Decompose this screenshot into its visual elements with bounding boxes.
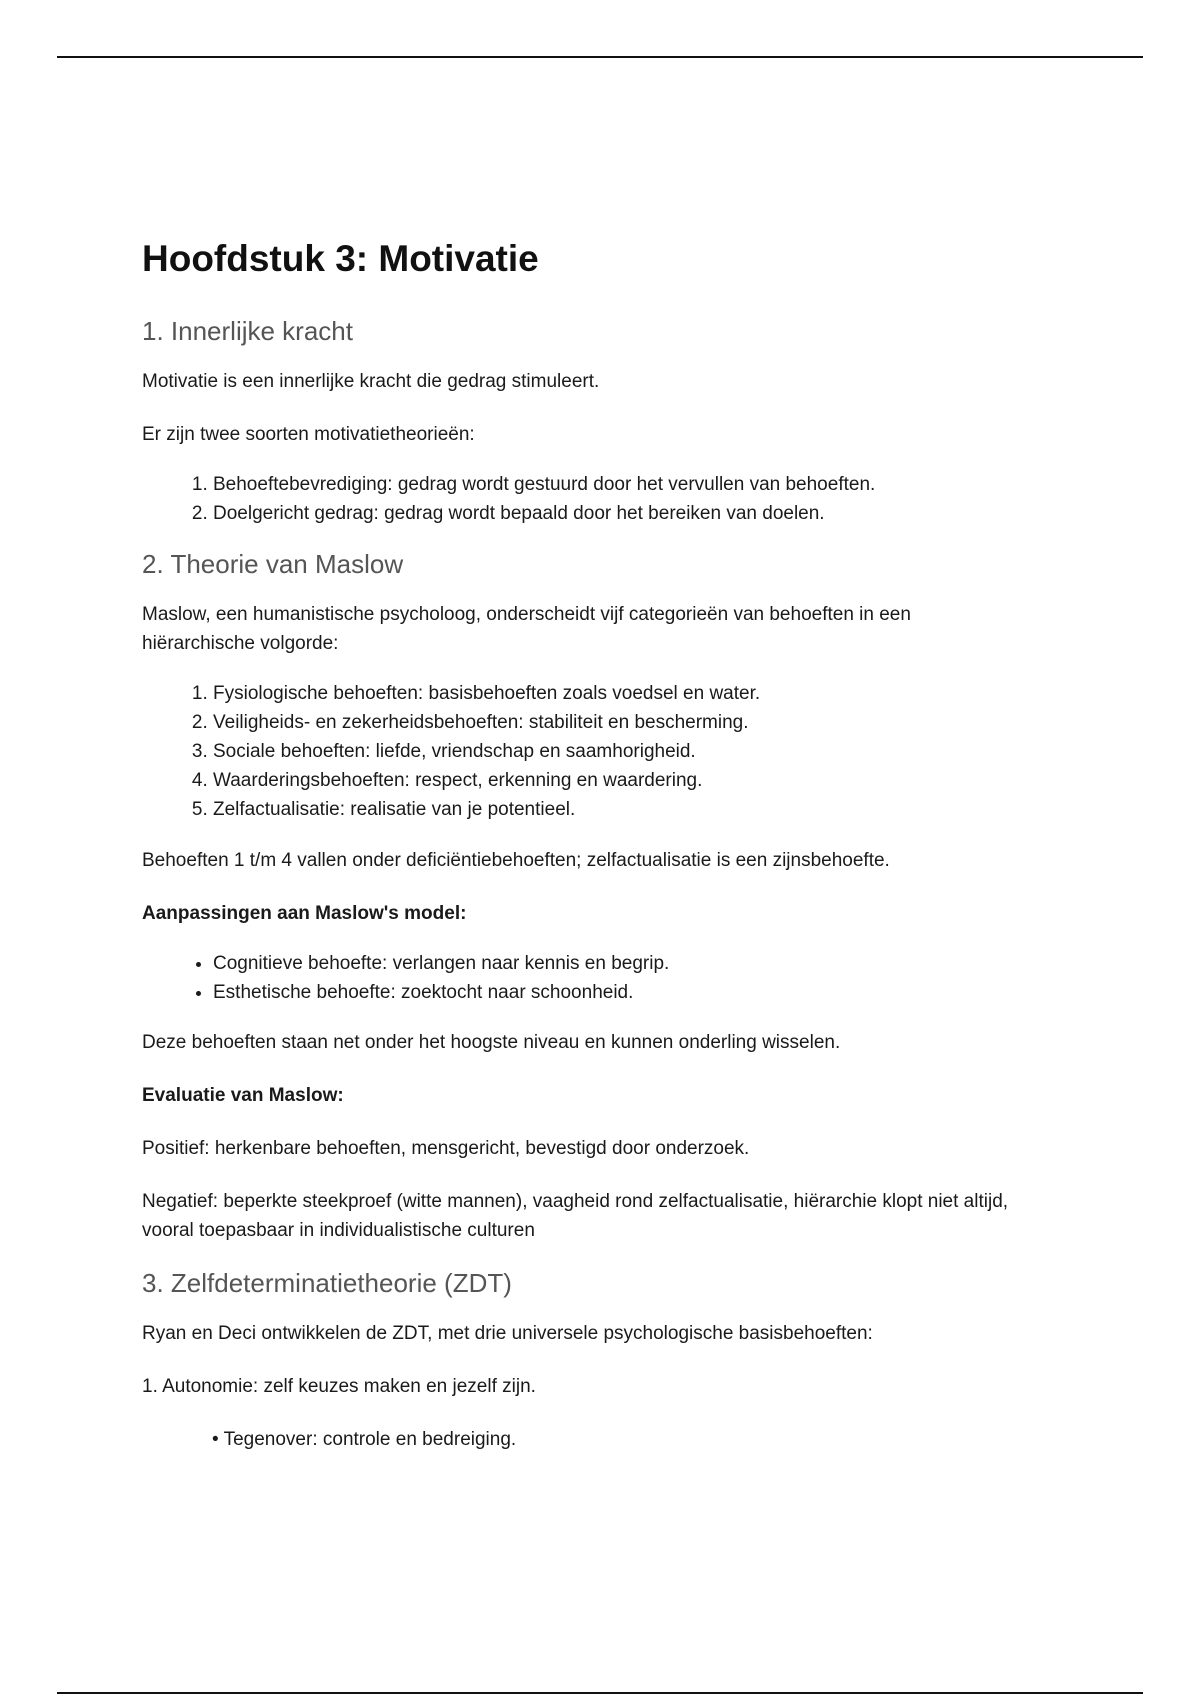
evaluation-heading: Evaluatie van Maslow: bbox=[142, 1085, 344, 1106]
list-item: 3. Sociale behoeften: liefde, vriendschap en saamhorigheid. bbox=[213, 737, 1042, 766]
document-body bbox=[142, 235, 1042, 1454]
section-1-heading: 1. Innerlijke kracht bbox=[142, 316, 353, 346]
deficiency-note: Behoeften 1 t/m 4 vallen onder deficiëntiebehoeften; zelfactualisatie is een zijnsbehoefte. bbox=[142, 850, 890, 871]
section-2-intro: Maslow, een humanistische psycholoog, onderscheidt vijf categorieën van behoeften in een hiërarchische volgorde: bbox=[142, 604, 911, 654]
list-item: 4. Waarderingsbehoeften: respect, erkenning en waardering. bbox=[213, 766, 1042, 795]
list-item: 5. Zelfactualisatie: realisatie van je potentieel. bbox=[213, 795, 1042, 824]
evaluation-negative: Negatief: beperkte steekproef (witte mannen), vaagheid rond zelfactualisatie, hiërarchie klopt niet altijd, vooral toepasbaar in individualistische culturen bbox=[142, 1191, 1009, 1241]
section-3-intro: Ryan en Deci ontwikkelen de ZDT, met drie universele psychologische basisbehoeften: bbox=[142, 1323, 873, 1344]
evaluation-positive: Positief: herkenbare behoeften, mensgericht, bevestigd door onderzoek. bbox=[142, 1138, 750, 1159]
adjustments-list bbox=[142, 949, 1042, 1007]
maslow-needs-list bbox=[142, 679, 1042, 824]
autonomy-item: 1. Autonomie: zelf keuzes maken en jezelf zijn. bbox=[142, 1376, 536, 1397]
adjustments-note: Deze behoeften staan net onder het hoogste niveau en kunnen onderling wisselen. bbox=[142, 1032, 841, 1053]
bottom-rule bbox=[57, 1692, 1143, 1694]
motivation-theories-list bbox=[142, 470, 1042, 528]
list-item: 2. Doelgericht gedrag: gedrag wordt bepaald door het bereiken van doelen. bbox=[213, 499, 1042, 528]
list-item: 2. Veiligheids- en zekerheidsbehoeften: stabiliteit en bescherming. bbox=[213, 708, 1042, 737]
list-item: • Cognitieve behoefte: verlangen naar kennis en begrip. bbox=[213, 949, 1042, 978]
section-2-heading: 2. Theorie van Maslow bbox=[142, 549, 404, 579]
list-item: 1. Fysiologische behoeften: basisbehoeften zoals voedsel en water. bbox=[213, 679, 1042, 708]
adjustments-heading: Aanpassingen aan Maslow's model: bbox=[142, 903, 467, 924]
autonomy-sub-bullet: • Tegenover: controle en bedreiging. bbox=[212, 1429, 517, 1450]
list-item: 1. Behoeftebevrediging: gedrag wordt gestuurd door het vervullen van behoeften. bbox=[213, 470, 1042, 499]
list-item: • Esthetische behoefte: zoektocht naar schoonheid. bbox=[213, 978, 1042, 1007]
section-1-list-intro: Er zijn twee soorten motivatietheorieën: bbox=[142, 424, 475, 445]
page-title: Hoofdstuk 3: Motivatie bbox=[142, 238, 539, 279]
section-1-paragraph: Motivatie is een innerlijke kracht die gedrag stimuleert. bbox=[142, 371, 600, 392]
section-3-heading: 3. Zelfdeterminatietheorie (ZDT) bbox=[142, 1268, 512, 1298]
top-rule bbox=[57, 56, 1143, 58]
